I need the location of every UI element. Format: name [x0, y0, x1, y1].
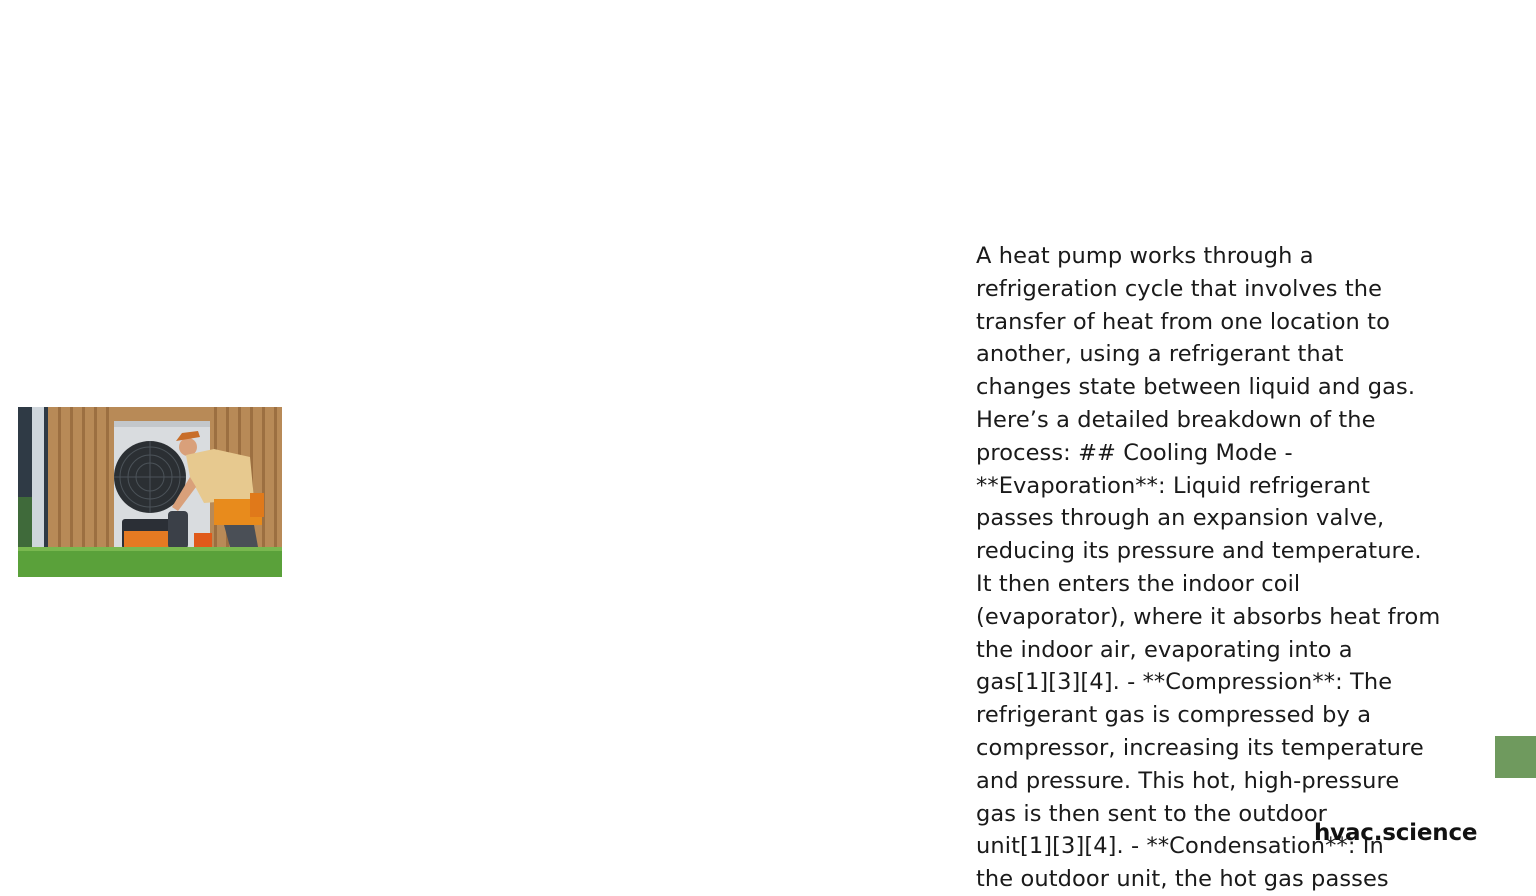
body-line: Here’s a detailed breakdown of the: [976, 406, 1376, 433]
body-line: It then enters the indoor coil: [976, 570, 1301, 597]
body-line: compressor, increasing its temperature: [976, 734, 1424, 761]
body-line: changes state between liquid and gas.: [976, 374, 1416, 401]
body-line: **Evaporation**: Liquid refrigerant: [976, 472, 1371, 499]
body-line: process: ## Cooling Mode -: [976, 439, 1293, 466]
heat-pump-technician-photo: [18, 407, 282, 577]
body-line: gas is then sent to the outdoor: [976, 800, 1328, 827]
body-line: passes through an expansion valve,: [976, 505, 1385, 532]
body-line: A heat pump works through a: [976, 243, 1314, 269]
body-line: and pressure. This hot, high-pressure: [976, 767, 1400, 794]
body-line: reducing its pressure and temperature.: [976, 538, 1422, 565]
body-line: another, using a refrigerant that: [976, 341, 1344, 368]
body-line: gas[1][3][4]. - **Compression**: The: [976, 669, 1393, 696]
body-line: unit[1][3][4]. - **Condensation**: In: [976, 833, 1384, 860]
heat-pump-description: [976, 240, 1466, 896]
technician-photo-illustration: [18, 407, 282, 577]
brand-watermark: hvac.science: [1314, 820, 1478, 846]
body-line: the outdoor unit, the hot gas passes: [976, 866, 1389, 893]
body-line: the indoor air, evaporating into a: [976, 636, 1353, 663]
body-line: transfer of heat from one location to: [976, 308, 1390, 335]
green-accent-block: [1495, 736, 1536, 778]
body-line: refrigerant gas is compressed by a: [976, 702, 1372, 729]
body-line: (evaporator), where it absorbs heat from: [976, 603, 1441, 630]
body-line: refrigeration cycle that involves the: [976, 275, 1383, 302]
